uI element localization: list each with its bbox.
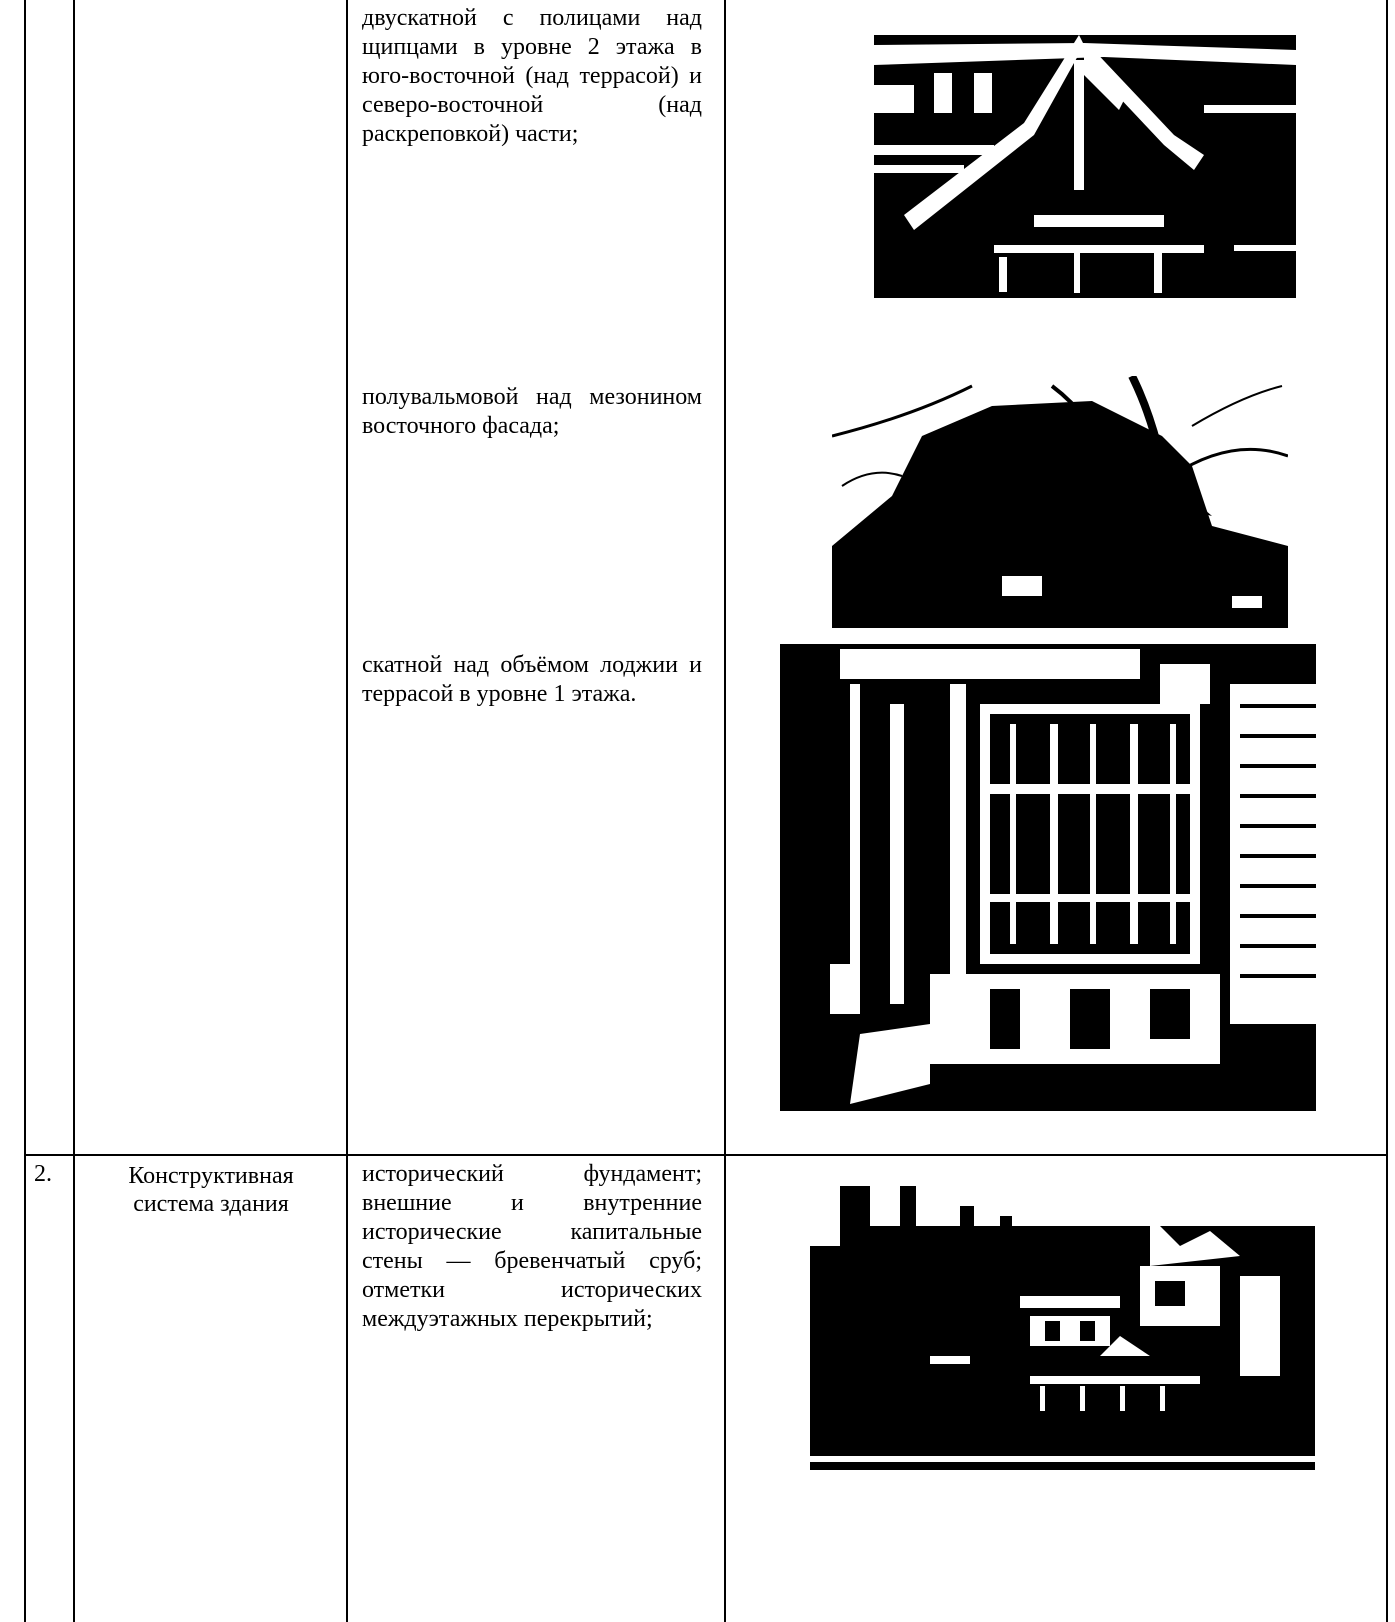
roof-item-pitched: скатной над объёмом лоджии и террасой в уровне 1 этажа. (362, 652, 702, 707)
column-divider-1 (73, 0, 75, 1622)
house-overview-photo (810, 1186, 1315, 1470)
column-divider-2 (346, 0, 348, 1622)
gable-roof-photo (874, 5, 1296, 298)
row-number: 2. (34, 1161, 52, 1187)
row-divider (24, 1154, 1388, 1156)
row-name: Конструктивная система здания (128, 1163, 294, 1217)
table-border-right (1386, 0, 1388, 1622)
table-border-left (24, 0, 26, 1622)
roof-item-half-hip: полувальмовой над мезонином восточного фасада; (362, 384, 702, 439)
roof-item-gable: двускатной с полицами над щипцами в уровне 2 этажа в юго-восточной (над террасой) и северо-восточной (над раскреповкой) части; (362, 5, 702, 147)
half-hip-roof-photo (832, 376, 1288, 628)
loggia-terrace-photo (780, 644, 1316, 1111)
column-divider-3 (724, 0, 726, 1622)
row-description: исторический фундамент; внешние и внутренние исторические капитальные стены — бревенчатый сруб; отметки исторических междуэтажных перекрытий; (362, 1161, 702, 1332)
